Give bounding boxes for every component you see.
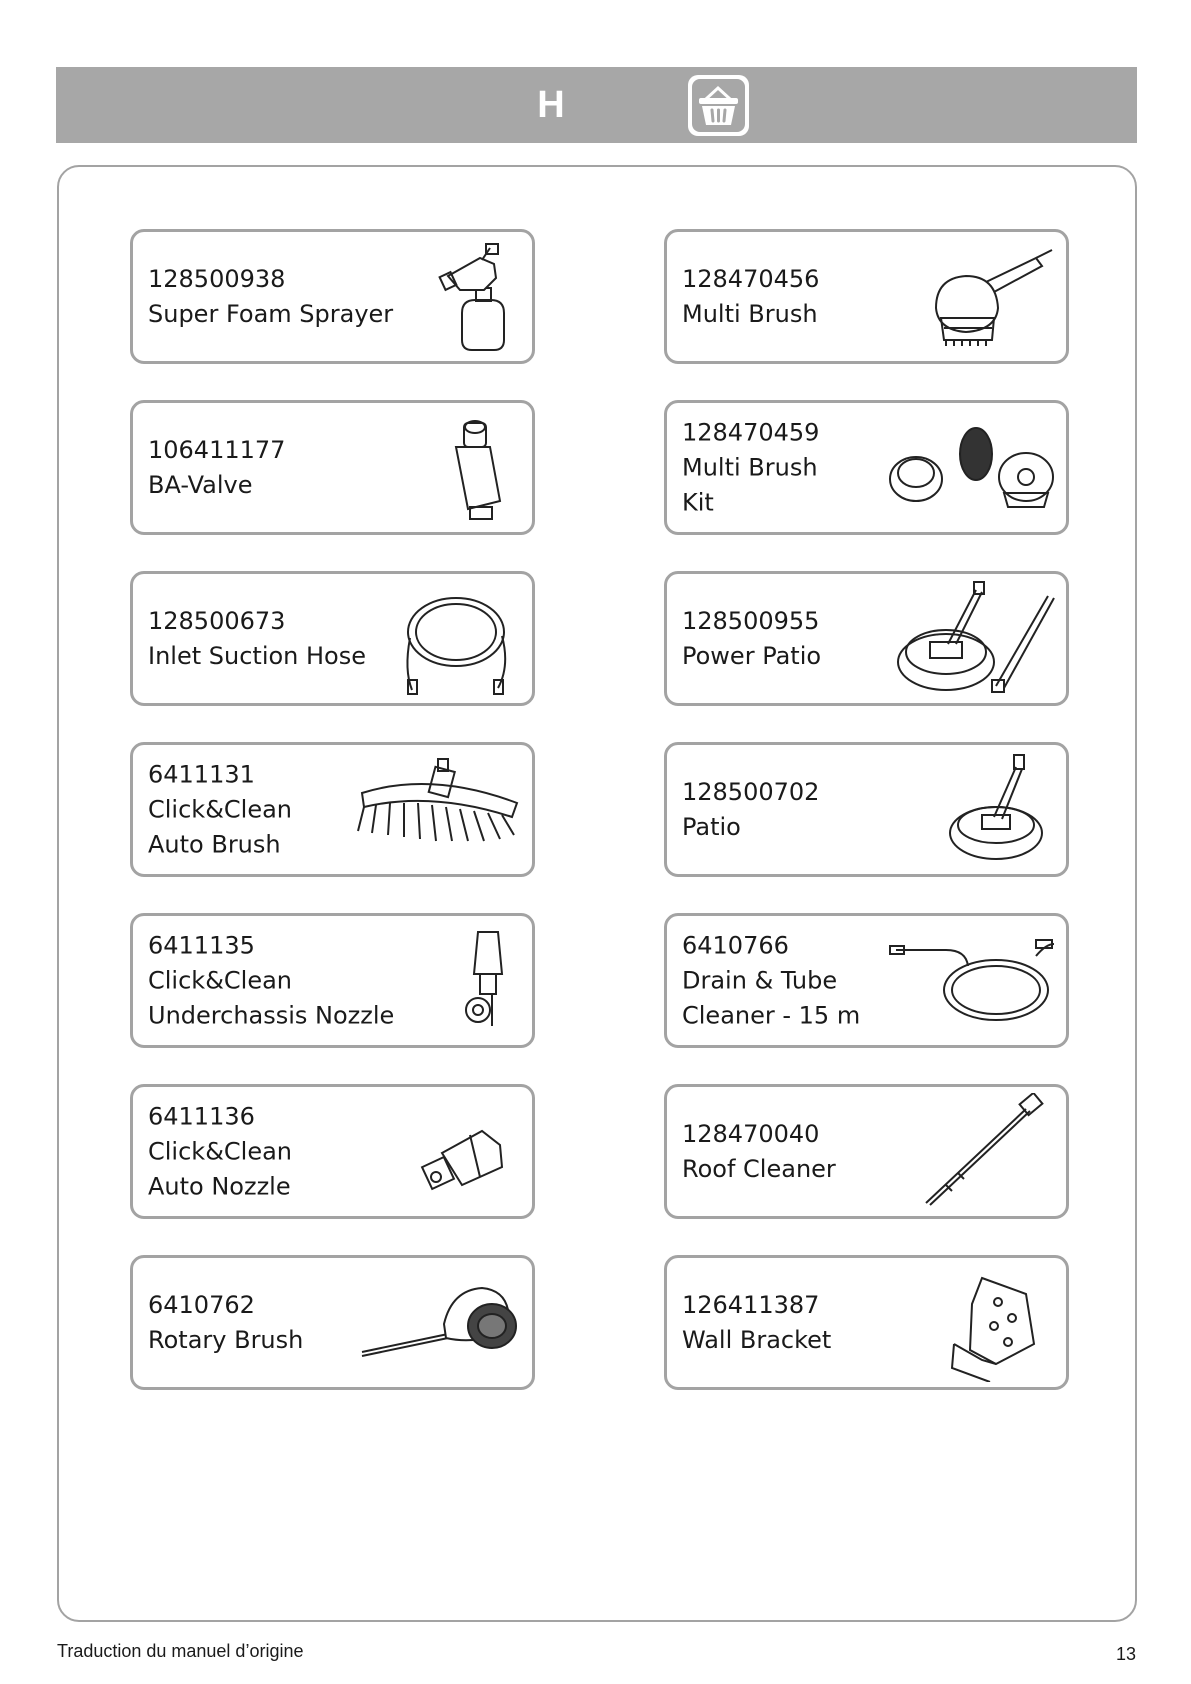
accessory-code: 128500955 — [682, 606, 820, 635]
accessory-name: Rotary Brush — [148, 1325, 304, 1354]
accessory-name-line2: Kit — [682, 488, 714, 516]
auto-brush-icon — [352, 751, 522, 869]
accessory-card — [664, 742, 1069, 877]
accessory-text — [682, 1117, 836, 1187]
accessory-name-line2: Auto Brush — [148, 830, 281, 858]
drain-tube-cleaner-icon — [886, 922, 1056, 1040]
accessory-name: BA-Valve — [148, 470, 253, 499]
power-patio-icon — [886, 580, 1056, 698]
accessory-code: 128470040 — [682, 1119, 820, 1148]
section-header-bar — [56, 67, 1137, 143]
accessory-card — [130, 229, 535, 364]
footer-translation-note: Traduction du manuel d’origine — [57, 1641, 304, 1661]
accessory-card — [664, 229, 1069, 364]
accessory-code: 6410766 — [682, 931, 789, 959]
accessory-name: Click&Clean — [148, 1137, 293, 1165]
accessory-text — [148, 604, 366, 674]
basket-icon — [688, 75, 749, 136]
accessory-code: 128500673 — [148, 606, 286, 635]
accessory-name-line2: Auto Nozzle — [148, 1172, 291, 1200]
accessory-text — [148, 433, 285, 503]
accessory-card — [664, 571, 1069, 706]
accessory-text — [682, 415, 819, 520]
accessory-card — [130, 1084, 535, 1219]
accessory-text — [682, 1288, 831, 1358]
wall-bracket-icon — [886, 1264, 1056, 1382]
accessory-text — [148, 1099, 292, 1204]
accessory-text — [682, 775, 819, 845]
accessory-card — [130, 742, 535, 877]
accessory-code: 6411136 — [148, 1102, 255, 1130]
accessory-name-line2: Cleaner - 15 m — [682, 1001, 861, 1029]
accessory-code: 126411387 — [682, 1290, 820, 1319]
accessory-code: 128470459 — [682, 418, 820, 446]
accessory-card — [130, 1255, 535, 1390]
accessory-code: 128500938 — [148, 264, 286, 293]
underchassis-nozzle-icon — [352, 922, 522, 1040]
foam-sprayer-icon — [352, 238, 522, 356]
accessory-code: 6411135 — [148, 931, 255, 959]
multi-brush-kit-icon — [886, 409, 1056, 527]
accessory-code: 6410762 — [148, 1290, 255, 1319]
accessory-card — [130, 400, 535, 535]
accessory-code: 128500702 — [682, 777, 820, 806]
accessory-card — [664, 1084, 1069, 1219]
accessory-name: Drain & Tube — [682, 966, 838, 994]
multi-brush-icon — [886, 238, 1056, 356]
rotary-brush-icon — [352, 1264, 522, 1382]
accessory-name: Patio — [682, 812, 741, 841]
accessory-name: Click&Clean — [148, 795, 293, 823]
accessory-name-line2: Underchassis Nozzle — [148, 1001, 395, 1029]
auto-nozzle-icon — [352, 1093, 522, 1211]
accessory-name: Super Foam Sprayer — [148, 299, 394, 328]
accessory-name: Roof Cleaner — [682, 1154, 836, 1183]
patio-icon — [886, 751, 1056, 869]
accessory-name: Click&Clean — [148, 966, 293, 994]
accessory-card — [130, 571, 535, 706]
accessory-card — [664, 400, 1069, 535]
accessory-code: 128470456 — [682, 264, 820, 293]
roof-cleaner-icon — [886, 1093, 1056, 1211]
accessory-text — [682, 604, 821, 674]
accessory-code: 6411131 — [148, 760, 255, 788]
section-letter: H — [537, 84, 565, 126]
accessory-text — [682, 262, 819, 332]
accessory-code: 106411177 — [148, 435, 286, 464]
accessory-name: Wall Bracket — [682, 1325, 832, 1354]
ba-valve-icon — [352, 409, 522, 527]
accessory-name: Power Patio — [682, 641, 822, 670]
accessory-card — [130, 913, 535, 1048]
accessory-name: Inlet Suction Hose — [148, 641, 367, 670]
accessory-text — [148, 1288, 303, 1358]
accessory-text — [682, 928, 860, 1033]
accessory-text — [148, 757, 292, 862]
accessories-frame — [57, 165, 1137, 1622]
suction-hose-icon — [352, 580, 522, 698]
accessory-name: Multi Brush — [682, 453, 818, 481]
accessory-card — [664, 913, 1069, 1048]
accessory-card — [664, 1255, 1069, 1390]
page-number: 13 — [1116, 1644, 1137, 1664]
accessory-name: Multi Brush — [682, 299, 818, 328]
